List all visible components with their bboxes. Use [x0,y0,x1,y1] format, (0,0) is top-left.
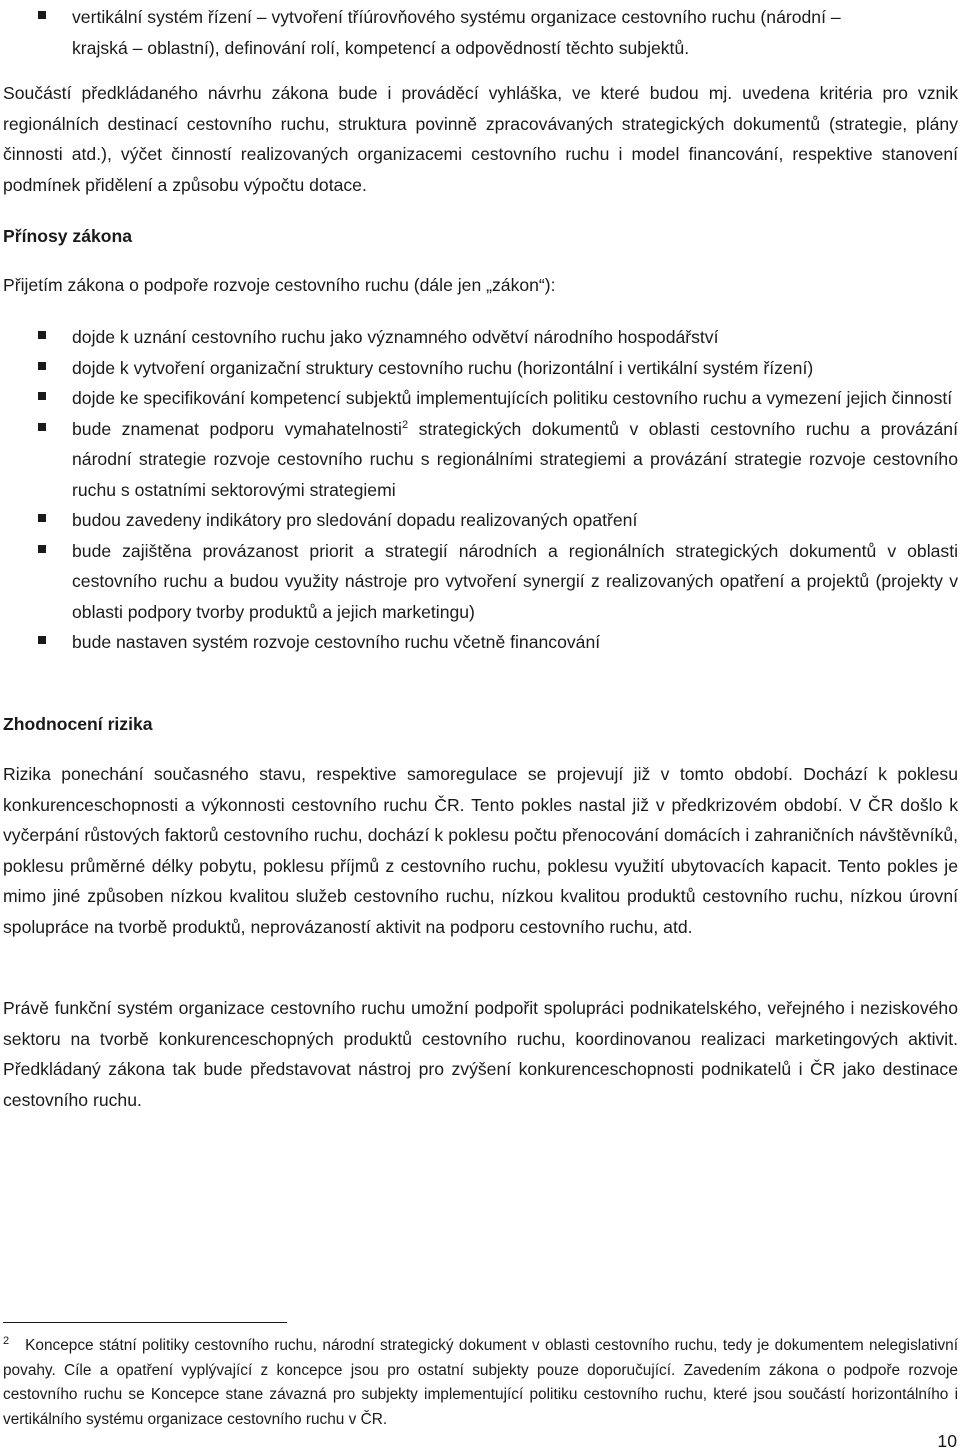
list-item [3,322,958,353]
list-item [3,414,958,506]
paragraph-vyhlaska [3,78,958,200]
benefit-text: budou zavedeny indikátory pro sledování dopadu realizovaných opatření [72,510,638,530]
paragraph-rizika: Rizika ponechání současného stavu, respektive samoregulace se projevují již v tomto období. Dochází k poklesu konkurenceschopnosti a výkonnosti cestovního ruchu ČR. Tento pokles nastal již v předkrizovém období. V ČR došlo k vyčerpání růstových faktorů cestovního ruchu, dochází k poklesu počtu přenocování domácích i zahraničních návštěvníků, poklesu průměrné délky pobytu, poklesu příjmů z cestovního ruchu, poklesu využití ubytovacích kapacit. Tento pokles je mimo jiné způsoben nízkou kvalitou služeb cestovního ruchu, nízkou kvalitou produktů cestovního ruchu, nízkou úrovní spolupráce na tvorbě produktů, neprovázaností aktivit na podporu cestovního ruchu, atd. [3,764,958,937]
benefit-text: bude zajištěna provázanost priorit a strategií národních a regionálních strategických dokumentů v oblasti cestovního ruchu a budou využity nástroje pro vytvoření synergií z realizovaných opatření a projektů (projekty v oblasti podpory tvorby produktů a jejich marketingu) [72,540,958,622]
paragraph-funkcni: Právě funkční systém organizace cestovního ruchu umožní podpořit spolupráci podnikatelského, veřejného i neziskového sektoru na tvorbě konkurenceschopných produktů cestovního ruchu, koordinovanou realizaci marketingových aktivit. Předkládaný zákona tak bude představovat nástroj pro zvýšení konkurenceschopnosti podnikatelů i ČR jako destinace cestovního ruchu. [3,998,958,1110]
benefits-list [3,322,958,658]
continued-bullet-list [3,2,958,63]
page-number: 10 [937,1431,957,1451]
paragraph-prijetim: Přijetím zákona o podpoře rozvoje cestovního ruchu (dále jen „zákon“): [3,275,556,295]
list-item [3,627,958,658]
footnote-mark: 2 [3,1335,10,1347]
paragraph-vyhlaska-part2: ), výčet činností realizovaných organizacemi cestovního ruchu i model financování, respektive stanovení podmínek přidělení a způsobu výpočtu dotace. [3,144,958,195]
square-bullet-icon [38,11,46,19]
paragraph-vyhlaska-part1: Součástí předkládaného návrhu zákona bude i prováděcí vyhláška, ve které budou mj. uvedena kritéria pro vznik regionálních destinací cestovního ruchu, struktura povinně zpracovávaných strategických dokumentů (strategie, plány činnosti atd. [3,83,958,164]
list-item [3,505,958,536]
heading-rizika: Zhodnocení rizika [3,714,153,734]
heading-prinosy: Přínosy zákona [3,226,133,246]
list-item [3,353,958,384]
list-item [3,536,958,628]
benefit-text-continued: strategických dokumentů v oblasti cestovního ruchu a provázání národní strategie rozvoje cestovního ruchu s regionálními strategiemi a provázání strategie rozvoje cestovního ruchu s ostatními sektorovými strategiemi [72,418,958,500]
benefit-text: dojde k vytvoření organizační struktury cestovního ruchu (horizontální i vertikální systém řízení) [72,357,814,378]
benefit-text: bude znamenat podporu vymahatelnosti [72,418,402,439]
list-item [3,383,958,414]
footnote-text: Koncepce státní politiky cestovního ruchu, národní strategický dokument v oblasti cestovního ruchu, tedy je dokumentem nelegislativní povahy. Cíle a opatření vyplývající z koncepce jsou pro ostatní subjekty pouze doporučující. Zavedením zákona o podpoře rozvoje cestovního ruchu se Koncepce stane závazná pro subjekty implementující politiku cestovního ruchu, které jsou součástí horizontálního i vertikálního systému organizace cestovního ruchu v ČR. [3,1337,958,1428]
list-item [3,2,958,63]
footnote-reference: 2 [401,418,409,431]
square-bullet-icon [38,392,46,400]
benefit-text: dojde ke specifikování kompetencí subjektů implementujících politiku cestovního ruchu a vymezení jejich činností [72,388,953,408]
square-bullet-icon [38,545,46,553]
benefit-text: bude nastaven systém rozvoje cestovního ruchu včetně financování [72,632,601,652]
bullet-text-line1: vertikální systém řízení – vytvoření tříúrovňového systému organizace cestovního ruchu (národní – [72,7,841,27]
square-bullet-icon [38,331,46,339]
square-bullet-icon [38,514,46,522]
square-bullet-icon [38,423,46,431]
bullet-text-line2: krajská – oblastní), definování rolí, kompetencí a odpovědností těchto subjektů. [72,37,690,58]
benefit-text: dojde k uznání cestovního ruchu jako významného odvětví národního hospodářství [72,327,719,347]
footnote-separator [3,1322,287,1323]
square-bullet-icon [38,362,46,370]
footnote [3,1334,958,1432]
square-bullet-icon [38,636,46,644]
